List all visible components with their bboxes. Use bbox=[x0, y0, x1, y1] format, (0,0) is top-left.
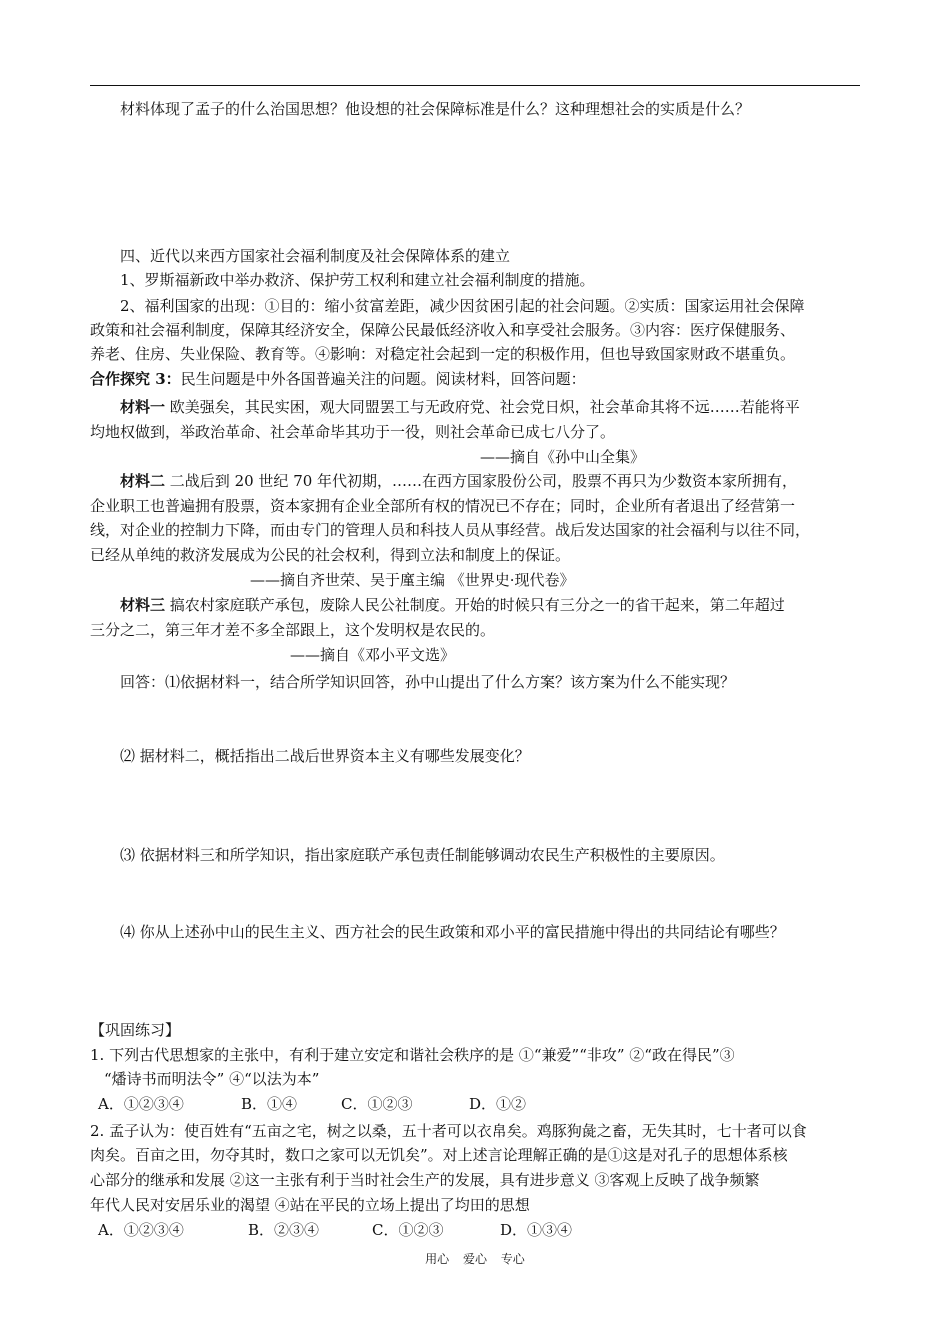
option: C．①②③ bbox=[341, 1095, 413, 1113]
material-3-label: 材料三 bbox=[120, 596, 166, 614]
practice-2-options bbox=[98, 1218, 860, 1242]
material-3-line bbox=[120, 593, 860, 617]
material-2-text: 已经从单纯的救济发展成为公民的社会权利，得到立法和制度上的保证。 bbox=[90, 546, 571, 564]
material-1-label: 材料一 bbox=[120, 398, 166, 416]
practice-2-line: 肉矣。百亩之田，勿夺其时，数口之家可以无饥矣”。对上述言论理解正确的是①这是对孔子的思想体系核 bbox=[90, 1146, 788, 1164]
practice-1-line: 1. 下列古代思想家的主张中，有利于建立安定和谐社会秩序的是 ①“兼爱”“非攻” ②“政在得民”③ bbox=[90, 1046, 735, 1064]
coop-label: 合作探究 3： bbox=[90, 370, 181, 388]
practice-1-options bbox=[98, 1092, 860, 1116]
practice-2-line: 心部分的继承和发展 ②这一主张有利于当时社会生产的发展，具有进步意义 ③客观上反映了战争频繁 bbox=[90, 1171, 760, 1189]
material-2-source: ——摘自齐世荣、吴于廑主编 《世界史·现代卷》 bbox=[250, 571, 575, 589]
material-2-label: 材料二 bbox=[120, 472, 166, 490]
option: D．①③④ bbox=[500, 1221, 573, 1239]
material-3-text: 搞农村家庭联产承包，废除人民公社制度。开始的时候只有三分之一的省干起来，第二年超过 bbox=[169, 596, 785, 614]
material-1-text: 欧美强矣，其民实困，观大同盟罢工与无政府党、社会党日炽，社会革命其将不远……若能将平 bbox=[169, 398, 800, 416]
section-item-2-line: 2、福利国家的出现：①目的：缩小贫富差距，减少因贫困引起的社会问题。②实质：国家运用社会保障 bbox=[120, 297, 805, 315]
option: C．①②③ bbox=[372, 1221, 444, 1239]
section-item-1: 1、罗斯福新政中举办救济、保护劳工权利和建立社会福利制度的措施。 bbox=[120, 271, 595, 289]
section-item-2-line: 政策和社会福利制度，保障其经济安全，保障公民最低经济收入和享受社会服务。③内容：医疗保健服务、 bbox=[90, 321, 796, 339]
option: A．①②③④ bbox=[98, 1095, 184, 1113]
question-1: 回答：⑴依据材料一，结合所学知识回答，孙中山提出了什么方案？该方案为什么不能实现？ bbox=[120, 673, 736, 691]
option: D．①② bbox=[469, 1095, 527, 1113]
question-4: ⑷ 你从上述孙中山的民生主义、西方社会的民生政策和邓小平的富民措施中得出的共同结论有哪些？ bbox=[120, 923, 785, 941]
option: B．①④ bbox=[241, 1095, 298, 1113]
practice-2-line: 2. 孟子认为：使百姓有“五亩之宅，树之以桑，五十者可以衣帛矣。鸡豚狗彘之畜，无失其时，七十者可以食 bbox=[90, 1122, 807, 1140]
page-footer: 用心 爱心 专心 bbox=[425, 1252, 525, 1266]
question-2: ⑵ 据材料二，概括指出二战后世界资本主义有哪些发展变化？ bbox=[120, 747, 530, 765]
material-2-text: 线，对企业的控制力下降，而由专门的管理人员和科技人员从事经营。战后发达国家的社会福利与以往不同， bbox=[90, 521, 811, 539]
question-3: ⑶ 依据材料三和所学知识，指出家庭联产承包责任制能够调动农民生产积极性的主要原因。 bbox=[120, 846, 725, 864]
coop-intro: 民生问题是中外各国普遍关注的问题。阅读材料，回答问题： bbox=[180, 370, 586, 388]
material-2-text: 企业职工也普遍拥有股票，资本家拥有企业全部所有权的情况已不存在；同时，企业所有者退出了经营第一 bbox=[90, 497, 796, 515]
header-rule bbox=[90, 85, 860, 86]
practice-heading: 【巩固练习】 bbox=[90, 1021, 181, 1039]
practice-1-line: “燔诗书而明法令” ④“以法为本” bbox=[104, 1070, 320, 1088]
section-heading: 四、近代以来西方国家社会福利制度及社会保障体系的建立 bbox=[120, 247, 511, 265]
material-2-text: 二战后到 20 世纪 70 年代初期，……在西方国家股份公司，股票不再只为少数资本家所拥有， bbox=[169, 472, 798, 490]
section-item-2-line: 养老、住房、失业保险、教育等。④影响：对稳定社会起到一定的积极作用，但也导致国家财政不堪重负。 bbox=[90, 345, 796, 363]
coop-intro-line bbox=[90, 367, 860, 391]
practice-2-line: 年代人民对安居乐业的渴望 ④站在平民的立场上提出了均田的思想 bbox=[90, 1196, 530, 1214]
material-1-line bbox=[120, 395, 860, 419]
material-3-text: 三分之二，第三年才差不多全部跟上，这个发明权是农民的。 bbox=[90, 621, 496, 639]
option: A．①②③④ bbox=[98, 1221, 184, 1239]
mencius-question: 材料体现了孟子的什么治国思想？他设想的社会保障标准是什么？这种理想社会的实质是什么？ bbox=[120, 100, 751, 118]
material-2-line bbox=[120, 469, 860, 493]
option: B．②③④ bbox=[248, 1221, 320, 1239]
material-1-source: ——摘自《孙中山全集》 bbox=[480, 448, 646, 466]
material-1-text: 均地权做到，举政治革命、社会革命毕其功于一役，则社会革命已成七八分了。 bbox=[90, 423, 616, 441]
material-3-source: ——摘自《邓小平文选》 bbox=[290, 646, 456, 664]
